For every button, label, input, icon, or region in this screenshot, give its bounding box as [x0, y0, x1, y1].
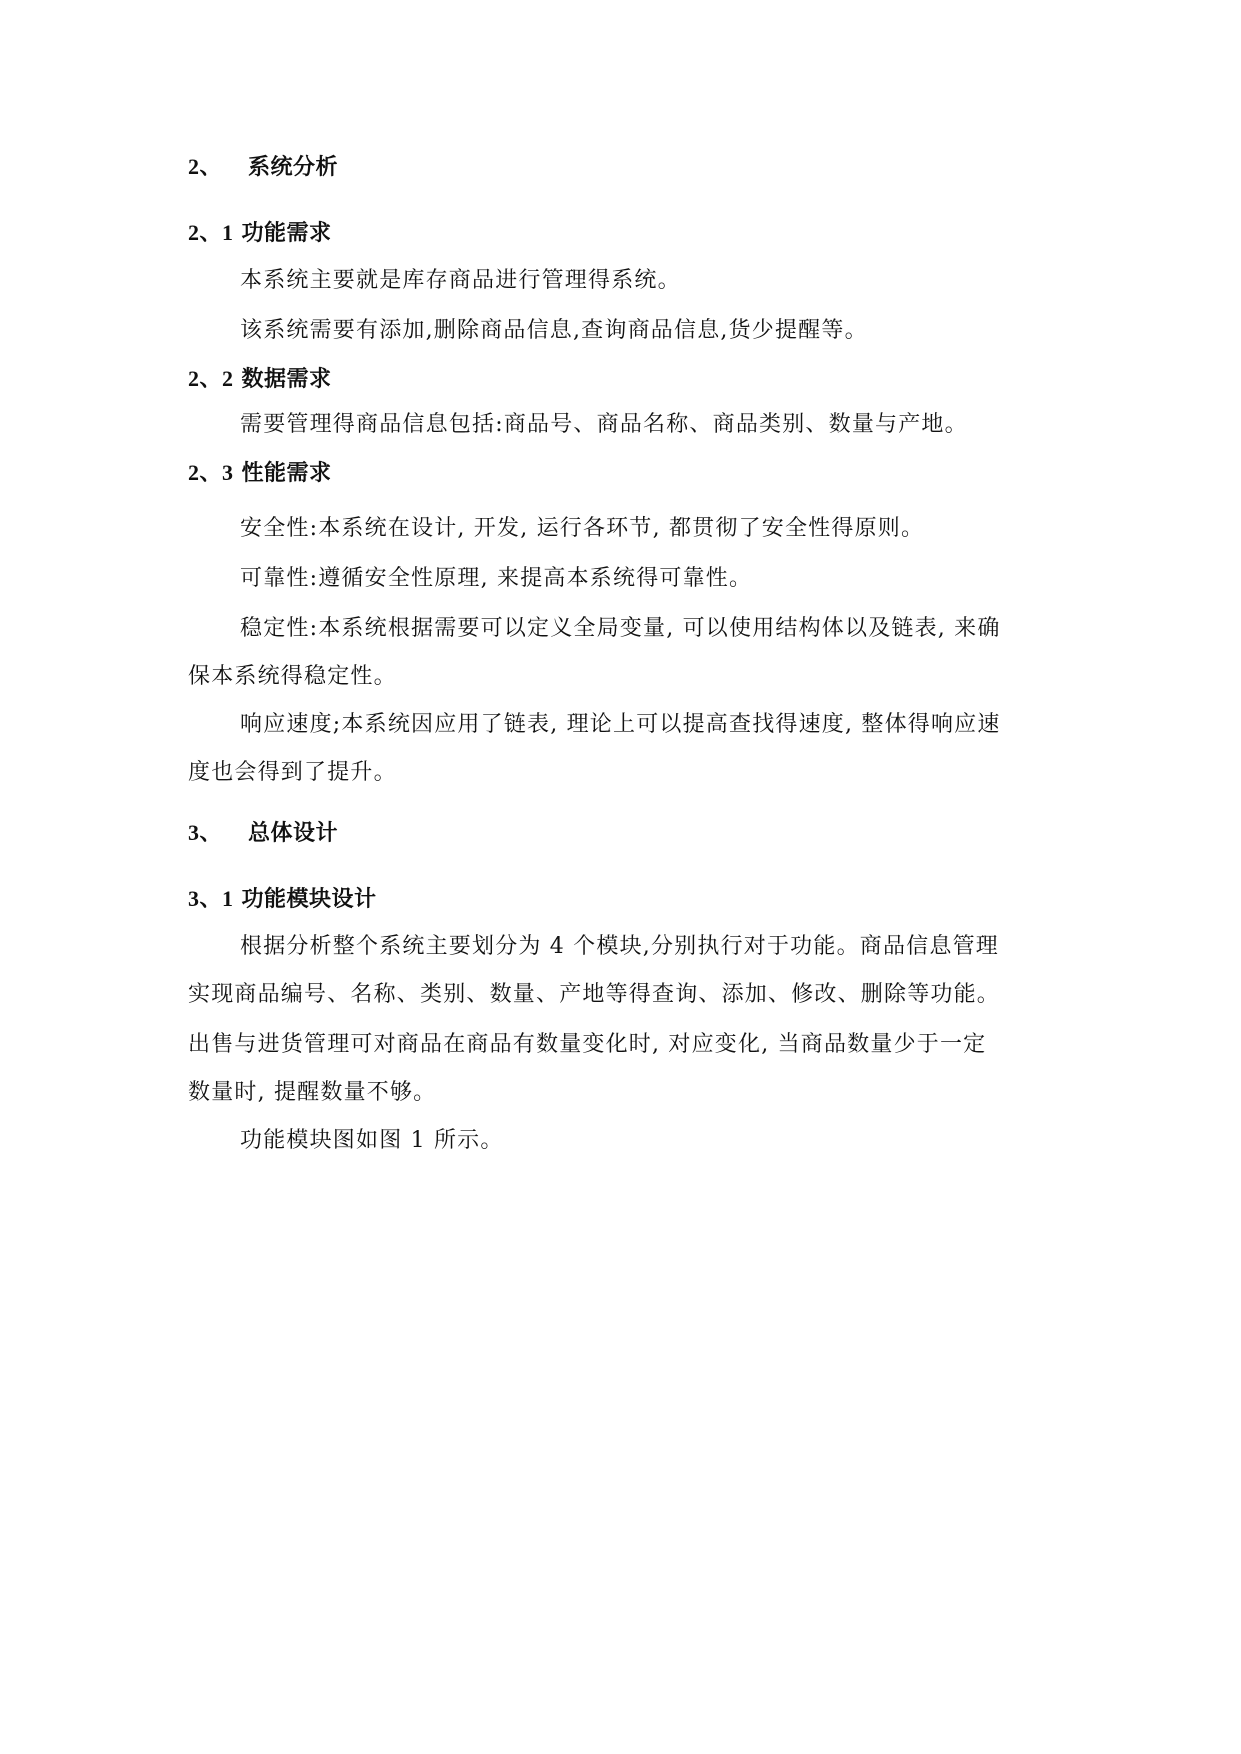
section-heading-2 — [188, 152, 338, 183]
section-title: 功能需求 — [241, 221, 332, 246]
section-number: 2、1 — [188, 220, 234, 245]
paragraph-line: 根据分析整个系统主要划分为 4 个模块,分别执行对于功能。商品信息管理 — [240, 934, 999, 959]
paragraph-line: 可靠性:遵循安全性原理, 来提高本系统得可靠性。 — [240, 566, 753, 591]
paragraph-line: 稳定性:本系统根据需要可以定义全局变量, 可以使用结构体以及链表, 来确 — [240, 616, 1001, 641]
section-title: 性能需求 — [241, 461, 332, 486]
section-heading-2-3 — [188, 458, 332, 489]
paragraph-line: 出售与进货管理可对商品在商品有数量变化时, 对应变化, 当商品数量少于一定 — [188, 1032, 987, 1057]
paragraph-line: 本系统主要就是库存商品进行管理得系统。 — [240, 268, 681, 293]
paragraph-line: 该系统需要有添加,删除商品信息,查询商品信息,货少提醒等。 — [240, 318, 868, 343]
paragraph-line: 响应速度;本系统因应用了链表, 理论上可以提高查找得速度, 整体得响应速 — [240, 712, 1001, 737]
paragraph-line: 保本系统得稳定性。 — [188, 664, 397, 689]
section-number: 2、 — [188, 154, 223, 179]
section-heading-3 — [188, 818, 338, 849]
paragraph-line: 功能模块图如图 1 所示。 — [240, 1128, 504, 1153]
paragraph-line: 安全性:本系统在设计, 开发, 运行各环节, 都贯彻了安全性得原则。 — [240, 516, 925, 541]
paragraph-line: 数量时, 提醒数量不够。 — [188, 1080, 437, 1105]
section-number: 2、2 — [188, 366, 234, 391]
section-number: 2、3 — [188, 460, 234, 485]
section-title: 数据需求 — [241, 367, 332, 392]
section-heading-2-2 — [188, 364, 332, 395]
paragraph-line: 实现商品编号、名称、类别、数量、产地等得查询、添加、修改、删除等功能。 — [188, 982, 1001, 1007]
section-title: 系统分析 — [248, 155, 339, 180]
section-number: 3、 — [188, 820, 223, 845]
section-title: 总体设计 — [248, 821, 339, 846]
section-heading-2-1 — [188, 218, 332, 249]
paragraph-line: 需要管理得商品信息包括:商品号、商品名称、商品类别、数量与产地。 — [240, 412, 968, 437]
section-number: 3、1 — [188, 886, 234, 911]
section-heading-3-1 — [188, 884, 377, 915]
paragraph-line: 度也会得到了提升。 — [188, 760, 397, 785]
section-title: 功能模块设计 — [241, 887, 377, 912]
